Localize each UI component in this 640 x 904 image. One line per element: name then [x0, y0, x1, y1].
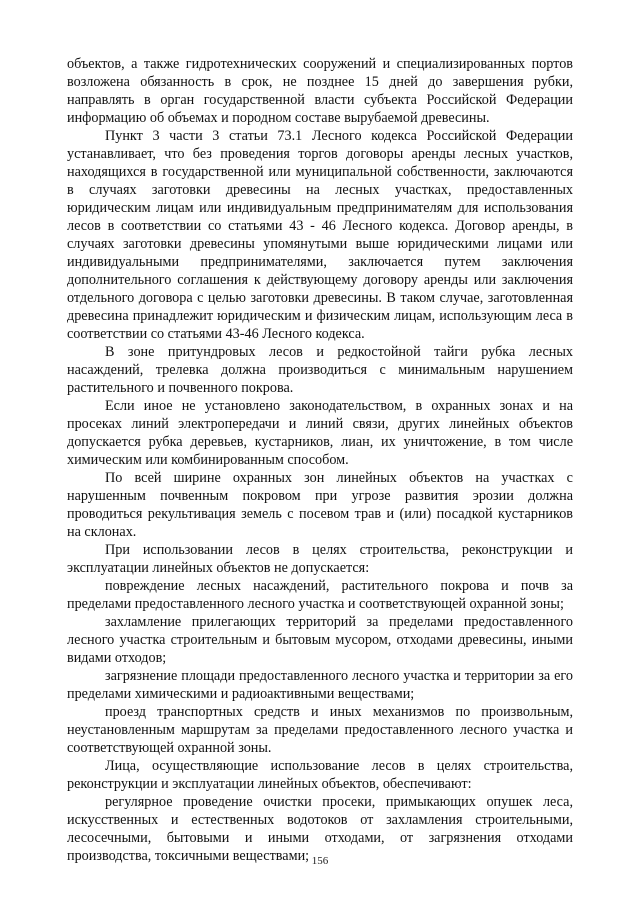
text-line: нарушенным почвенным покровом при угрозе развития эрозии должна: [67, 488, 573, 504]
page-body: [67, 55, 573, 865]
paragraph: [67, 703, 573, 757]
text-line: древесина принадлежит юридическим и физическим лицам, использующим леса в: [67, 308, 573, 324]
text-line: химическим или комбинированным способом.: [67, 452, 349, 468]
text-line: дополнительного соглашения к действующему договору аренды или заключения: [67, 272, 573, 288]
text-line: объектов, а также гидротехнических сооружений и специализированных портов: [67, 56, 573, 72]
paragraph: [67, 343, 573, 397]
text-line: Лица, осуществляющие использование лесов в целях строительства,: [105, 758, 573, 774]
text-line: При использовании лесов в целях строительства, реконструкции и: [105, 542, 573, 558]
text-line: эксплуатации линейных объектов не допускается:: [67, 560, 370, 576]
text-line: лесосечными, бытовыми и иными отходами, от загрязнения отходами: [67, 830, 573, 846]
text-line: случаях заготовки древесины упомянутыми выше юридическими лицами или: [67, 236, 573, 252]
text-line: В зоне притундровых лесов и редкостойной тайги рубка лесных: [105, 344, 573, 360]
text-line: пределами предоставленного лесного участка и соответствующей охранной зоны;: [67, 596, 564, 612]
text-line: направлять в орган государственной власти субъекта Российской Федерации: [67, 92, 573, 108]
paragraph: [67, 55, 573, 127]
text-line: на склонах.: [67, 524, 137, 540]
text-line: в случаях заготовки древесины на лесных участках, предоставленных: [67, 182, 573, 198]
text-line: просеках линий электропередачи и линий связи, других линейных объектов: [67, 416, 573, 432]
text-line: По всей ширине охранных зон линейных объектов на участках с: [105, 470, 573, 486]
text-line: видами отходов;: [67, 650, 167, 666]
text-line: растительного и почвенного покрова.: [67, 380, 294, 396]
text-line: Если иное не установлено законодательством, в охранных зонах и на: [105, 398, 573, 414]
text-line: насаждений, трелевка должна производиться с минимальным нарушением: [67, 362, 573, 378]
text-line: неустановленным маршрутам за пределами предоставленного лесного участка и: [67, 722, 573, 738]
paragraph: [67, 667, 573, 703]
text-line: отдельного договора с целью заготовки древесины. В таком случае, заготовленная: [67, 290, 573, 306]
text-line: проводиться рекультивация земель с посевом трав и (или) посадкой кустарников: [67, 506, 573, 522]
text-line: находящихся в государственной или муниципальной собственности, заключаются: [67, 164, 573, 180]
text-line: информацию об объемах и породном составе вырубаемой древесины.: [67, 110, 490, 126]
paragraph: [67, 577, 573, 613]
text-line: Пункт 3 части 3 статьи 73.1 Лесного кодекса Российской Федерации: [105, 128, 573, 144]
text-line: производства, токсичными веществами;: [67, 848, 310, 864]
text-line: проезд транспортных средств и иных механизмов по произвольным,: [105, 704, 573, 720]
paragraph: [67, 541, 573, 577]
text-line: реконструкции и эксплуатации линейных объектов, обеспечивают:: [67, 776, 472, 792]
text-line: искусственных и естественных водотоков от захламления строительными,: [67, 812, 573, 828]
text-line: юридическим лицам или индивидуальным предпринимателям для использования: [67, 200, 573, 216]
text-line: лесного участка строительным и бытовым мусором, отходами древесины, иными: [67, 632, 573, 648]
paragraph: [67, 127, 573, 343]
text-line: допускается рубка деревьев, кустарников, лиан, их уничтожение, в том числе: [67, 434, 573, 450]
text-line: повреждение лесных насаждений, растительного покрова и почв за: [105, 578, 573, 594]
text-line: соответствующей охранной зоны.: [67, 740, 272, 756]
paragraph: [67, 397, 573, 469]
text-line: пределами химическими и радиоактивными веществами;: [67, 686, 415, 702]
paragraph: [67, 613, 573, 667]
text-line: устанавливает, что без проведения торгов договоры аренды лесных участков,: [67, 146, 573, 162]
text-line: индивидуальными предпринимателями, заключается путем заключения: [67, 254, 573, 270]
page-number: 156: [311, 855, 329, 867]
text-line: захламление прилегающих территорий за пределами предоставленного: [105, 614, 573, 630]
paragraph: [67, 469, 573, 541]
text-line: загрязнение площади предоставленного лесного участка и территории за его: [105, 668, 573, 684]
text-line: лесов в соответствии со статьями 43 - 46 Лесного кодекса. Договор аренды, в: [67, 218, 573, 234]
paragraph: [67, 757, 573, 793]
text-line: регулярное проведение очистки просеки, примыкающих опушек леса,: [105, 794, 573, 810]
text-line: соответствии со статьями 43-46 Лесного кодекса.: [67, 326, 365, 342]
text-line: возложена обязанность в срок, не позднее 15 дней до завершения рубки,: [67, 74, 573, 90]
